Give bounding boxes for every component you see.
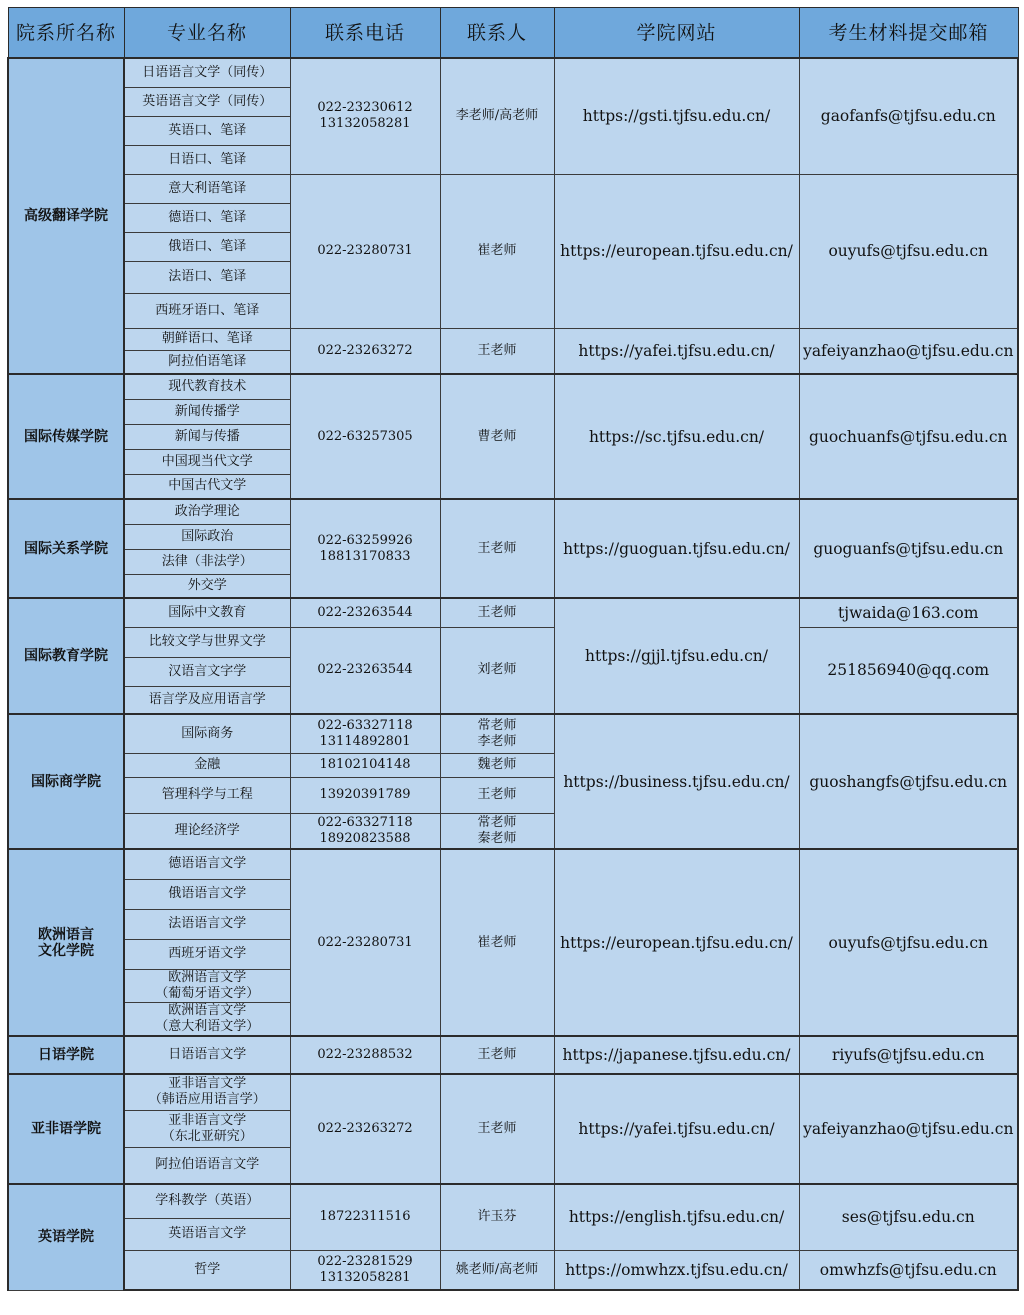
contact-cell: 李老师/高老师 — [440, 58, 554, 174]
phone-cell: 18722311516 — [290, 1184, 440, 1250]
table-row — [8, 499, 1018, 524]
department-cell: 高级翻译学院 — [8, 58, 124, 374]
website-cell: https://guoguan.tjfsu.edu.cn/ — [554, 499, 799, 598]
table-row — [8, 1074, 1018, 1110]
header-phone: 联系电话 — [290, 8, 440, 59]
major-cell: 管理科学与工程 — [124, 777, 290, 813]
phone-cell: 18102104148 — [290, 753, 440, 777]
website-cell: https://yafei.tjfsu.edu.cn/ — [554, 328, 799, 374]
phone-cell: 022-63257305 — [290, 374, 440, 499]
major-cell: 哲学 — [124, 1250, 290, 1290]
major-cell: 日语语言文学 — [124, 1036, 290, 1074]
major-cell: 现代教育技术 — [124, 374, 290, 399]
table-row — [8, 328, 1018, 350]
table-row — [8, 714, 1018, 753]
contact-cell: 常老师 秦老师 — [440, 813, 554, 849]
phone-cell: 022-63259926 18813170833 — [290, 499, 440, 598]
major-cell: 理论经济学 — [124, 813, 290, 849]
contact-cell: 崔老师 — [440, 174, 554, 328]
contact-cell: 王老师 — [440, 777, 554, 813]
major-cell: 国际政治 — [124, 524, 290, 549]
header-contact: 联系人 — [440, 8, 554, 59]
header-dept: 院系所名称 — [8, 8, 124, 59]
major-cell: 法律（非法学） — [124, 549, 290, 574]
department-cell: 国际传媒学院 — [8, 374, 124, 499]
major-cell: 法语口、笔译 — [124, 261, 290, 293]
table-row — [8, 849, 1018, 879]
email-cell: omwhzfs@tjfsu.edu.cn — [799, 1250, 1018, 1290]
major-cell: 金融 — [124, 753, 290, 777]
website-cell: https://gsti.tjfsu.edu.cn/ — [554, 58, 799, 174]
table-row — [8, 598, 1018, 627]
major-cell: 意大利语笔译 — [124, 174, 290, 203]
email-cell: tjwaida@163.com — [799, 598, 1018, 627]
department-cell: 英语学院 — [8, 1184, 124, 1290]
contact-cell: 王老师 — [440, 1074, 554, 1184]
contact-cell: 许玉芬 — [440, 1184, 554, 1250]
table-row — [8, 58, 1018, 87]
website-cell: https://european.tjfsu.edu.cn/ — [554, 174, 799, 328]
phone-cell: 022-23263544 — [290, 627, 440, 714]
major-cell: 亚非语言文学 （东北亚研究） — [124, 1110, 290, 1147]
website-cell: https://sc.tjfsu.edu.cn/ — [554, 374, 799, 499]
phone-cell: 022-23263544 — [290, 598, 440, 627]
phone-cell: 022-23280731 — [290, 174, 440, 328]
major-cell: 外交学 — [124, 574, 290, 598]
website-cell: https://gjjl.tjfsu.edu.cn/ — [554, 598, 799, 714]
major-cell: 欧洲语言文学 （葡萄牙语文学） — [124, 969, 290, 1002]
major-cell: 新闻传播学 — [124, 399, 290, 424]
header-row — [8, 8, 1018, 59]
department-cell: 国际教育学院 — [8, 598, 124, 714]
contact-cell: 王老师 — [440, 328, 554, 374]
contact-cell: 王老师 — [440, 499, 554, 598]
major-cell: 英语口、笔译 — [124, 116, 290, 145]
email-cell: guochuanfs@tjfsu.edu.cn — [799, 374, 1018, 499]
contact-cell: 崔老师 — [440, 849, 554, 1036]
contact-cell: 王老师 — [440, 1036, 554, 1074]
major-cell: 比较文学与世界文学 — [124, 627, 290, 657]
phone-cell: 022-23280731 — [290, 849, 440, 1036]
table-row — [8, 1184, 1018, 1218]
major-cell: 俄语语言文学 — [124, 879, 290, 909]
major-cell: 学科教学（英语） — [124, 1184, 290, 1218]
email-cell: riyufs@tjfsu.edu.cn — [799, 1036, 1018, 1074]
department-cell: 欧洲语言 文化学院 — [8, 849, 124, 1036]
website-cell: https://omwhzx.tjfsu.edu.cn/ — [554, 1250, 799, 1290]
major-cell: 英语语言文学 — [124, 1218, 290, 1250]
major-cell: 日语口、笔译 — [124, 145, 290, 174]
email-cell: 251856940@qq.com — [799, 627, 1018, 714]
website-cell: https://japanese.tjfsu.edu.cn/ — [554, 1036, 799, 1074]
table-row — [8, 374, 1018, 399]
contact-cell: 常老师 李老师 — [440, 714, 554, 753]
phone-cell: 022-23230612 13132058281 — [290, 58, 440, 174]
email-cell: guoguanfs@tjfsu.edu.cn — [799, 499, 1018, 598]
email-cell: yafeiyanzhao@tjfsu.edu.cn — [799, 1074, 1018, 1184]
major-cell: 汉语言文字学 — [124, 657, 290, 686]
header-major: 专业名称 — [124, 8, 290, 59]
major-cell: 国际商务 — [124, 714, 290, 753]
contact-cell: 王老师 — [440, 598, 554, 627]
major-cell: 阿拉伯语笔译 — [124, 350, 290, 374]
email-cell: ouyufs@tjfsu.edu.cn — [799, 849, 1018, 1036]
major-cell: 俄语口、笔译 — [124, 232, 290, 261]
table-row — [8, 1036, 1018, 1074]
phone-cell: 022-63327118 18920823588 — [290, 813, 440, 849]
contact-cell: 魏老师 — [440, 753, 554, 777]
department-cell: 国际商学院 — [8, 714, 124, 849]
contact-cell: 姚老师/高老师 — [440, 1250, 554, 1290]
major-cell: 法语语言文学 — [124, 909, 290, 939]
email-cell: yafeiyanzhao@tjfsu.edu.cn — [799, 328, 1018, 374]
phone-cell: 022-23263272 — [290, 1074, 440, 1184]
department-cell: 亚非语学院 — [8, 1074, 124, 1184]
major-cell: 西班牙语口、笔译 — [124, 293, 290, 328]
table-row — [8, 1250, 1018, 1290]
admissions-contact-table — [7, 7, 1019, 1291]
major-cell: 德语口、笔译 — [124, 203, 290, 232]
department-cell: 日语学院 — [8, 1036, 124, 1074]
table-row — [8, 174, 1018, 203]
header-site: 学院网站 — [554, 8, 799, 59]
website-cell: https://english.tjfsu.edu.cn/ — [554, 1184, 799, 1250]
major-cell: 朝鲜语口、笔译 — [124, 328, 290, 350]
major-cell: 亚非语言文学 （韩语应用语言学） — [124, 1074, 290, 1110]
major-cell: 英语语言文学（同传） — [124, 87, 290, 116]
department-cell: 国际关系学院 — [8, 499, 124, 598]
major-cell: 语言学及应用语言学 — [124, 686, 290, 714]
major-cell: 西班牙语文学 — [124, 939, 290, 969]
major-cell: 中国现当代文学 — [124, 449, 290, 474]
email-cell: ses@tjfsu.edu.cn — [799, 1184, 1018, 1250]
major-cell: 国际中文教育 — [124, 598, 290, 627]
website-cell: https://european.tjfsu.edu.cn/ — [554, 849, 799, 1036]
email-cell: ouyufs@tjfsu.edu.cn — [799, 174, 1018, 328]
major-cell: 欧洲语言文学 （意大利语文学） — [124, 1002, 290, 1036]
phone-cell: 022-23263272 — [290, 328, 440, 374]
phone-cell: 022-23281529 13132058281 — [290, 1250, 440, 1290]
phone-cell: 13920391789 — [290, 777, 440, 813]
major-cell: 政治学理论 — [124, 499, 290, 524]
table-row — [8, 627, 1018, 657]
email-cell: guoshangfs@tjfsu.edu.cn — [799, 714, 1018, 849]
website-cell: https://yafei.tjfsu.edu.cn/ — [554, 1074, 799, 1184]
website-cell: https://business.tjfsu.edu.cn/ — [554, 714, 799, 849]
contact-cell: 曹老师 — [440, 374, 554, 499]
contact-cell: 刘老师 — [440, 627, 554, 714]
table-body — [8, 58, 1018, 1290]
major-cell: 新闻与传播 — [124, 424, 290, 449]
phone-cell: 022-23288532 — [290, 1036, 440, 1074]
email-cell: gaofanfs@tjfsu.edu.cn — [799, 58, 1018, 174]
admissions-contact-table-container — [7, 7, 1019, 1291]
major-cell: 德语语言文学 — [124, 849, 290, 879]
header-email: 考生材料提交邮箱 — [799, 8, 1018, 59]
major-cell: 阿拉伯语语言文学 — [124, 1147, 290, 1184]
major-cell: 中国古代文学 — [124, 474, 290, 499]
major-cell: 日语语言文学（同传） — [124, 58, 290, 87]
phone-cell: 022-63327118 13114892801 — [290, 714, 440, 753]
